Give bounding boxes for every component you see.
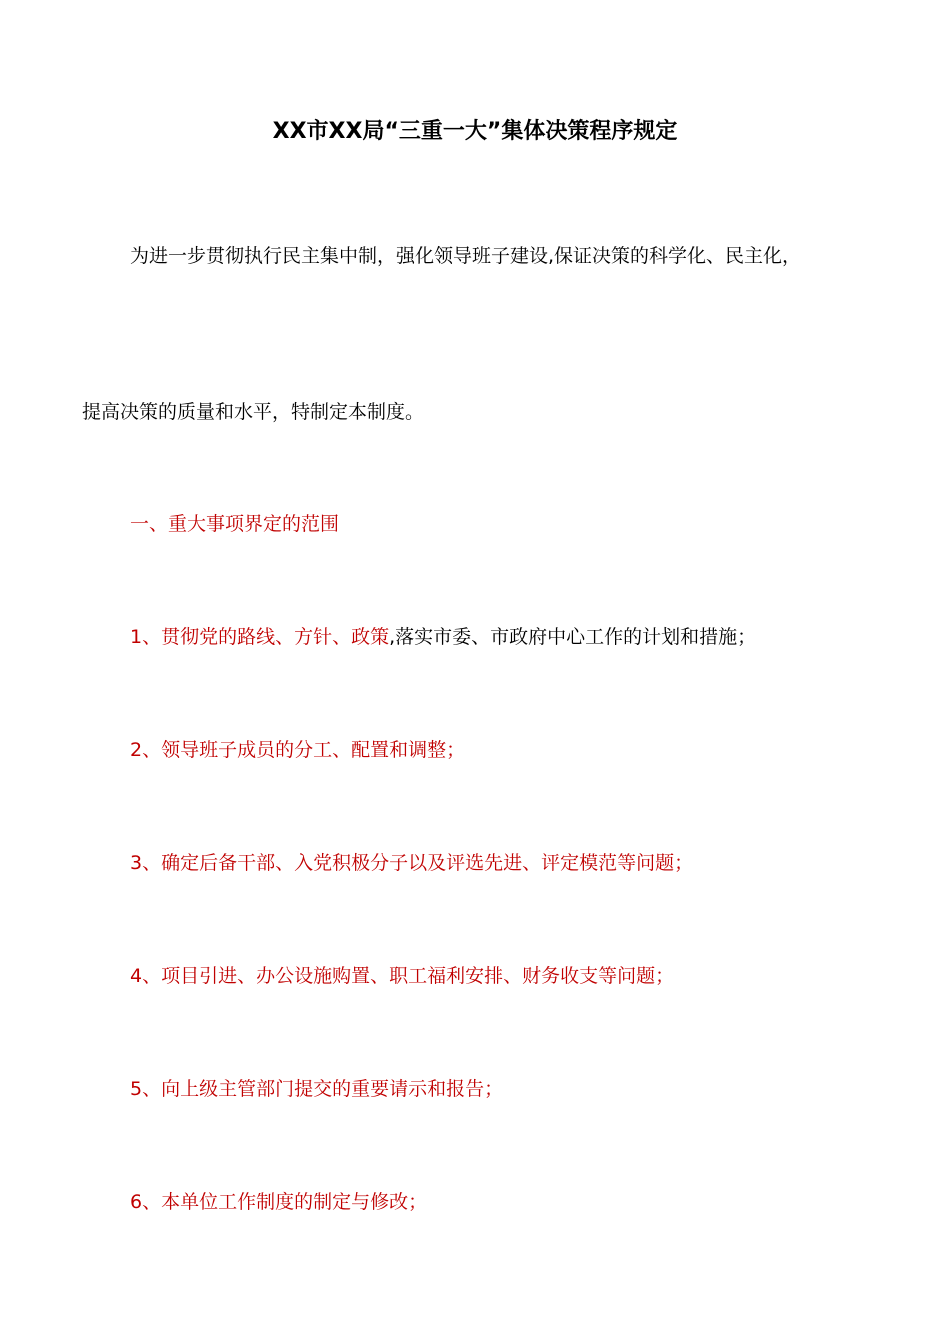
intro-paragraph-line-2: 提高决策的质量和水平，特制定本制度。 <box>82 401 425 423</box>
list-item <box>130 1073 503 1105</box>
list-item <box>130 1186 427 1218</box>
list-item-black-text: ,落实市委、市政府中心工作的计划和措施； <box>389 626 757 648</box>
document-title: XX市XX局“三重一大”集体决策程序规定 <box>272 119 678 144</box>
list-item <box>130 960 674 992</box>
list-item-red-text: 3、确定后备干部、入党积极分子以及评选先进、评定模范等问题； <box>130 852 694 874</box>
list-item-red-text: 2、领导班子成员的分工、配置和调整； <box>130 739 466 761</box>
list-item-red-text: 1、贯彻党的路线、方针、政策 <box>130 626 390 648</box>
intro-paragraph-line-1: 为进一步贯彻执行民主集中制，强化领导班子建设,保证决策的科学化、民主化， <box>130 245 802 267</box>
list-item-red-text: 5、向上级主管部门提交的重要请示和报告； <box>130 1078 504 1100</box>
list-item <box>130 621 756 653</box>
list-item-red-text: 4、项目引进、办公设施购置、职工福利安排、财务收支等问题； <box>130 965 675 987</box>
list-item <box>130 734 465 766</box>
list-item <box>130 847 693 879</box>
section-heading: 一、重大事项界定的范围 <box>130 513 340 535</box>
list-item-red-text: 6、本单位工作制度的制定与修改； <box>130 1191 428 1213</box>
